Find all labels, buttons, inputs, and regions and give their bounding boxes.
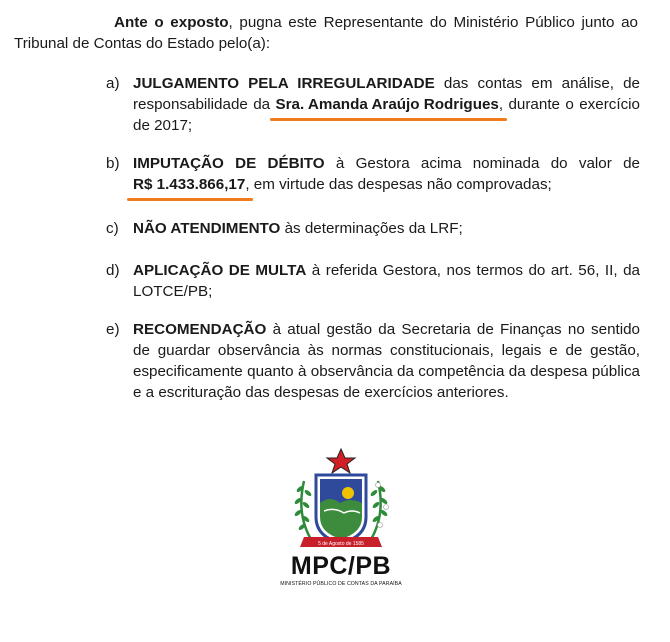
list-item-d (106, 260, 640, 302)
item-text: , durante o exercício de 2017; (133, 96, 640, 134)
sun-icon (342, 487, 354, 499)
item-heading: RECOMENDAÇÃO (133, 321, 267, 338)
coat-of-arms-emblem (278, 445, 404, 553)
logo-acronym: MPC/PB (290, 552, 392, 580)
item-letter: a) (106, 75, 120, 92)
item-text: , em virtude das despesas não comprovadas; (245, 176, 552, 193)
item-text: à atual gestão da Secretaria de Finanças no sentido de guardar observância às normas constitucionais, legais e de gestão, especificamente quanto à observância da competência da despesa pública e a escrituração das despesas de exercícios anteriores. (133, 321, 640, 401)
list-item-c (106, 218, 640, 239)
intro-paragraph (14, 12, 638, 54)
list-item-e (106, 319, 640, 403)
red-star-icon (327, 449, 355, 473)
item-letter: e) (106, 321, 120, 338)
intro-text: , pugna este Representante do Ministério Público junto ao Tribunal de Contas do Estado pelo(a): (14, 14, 638, 52)
item-letter: d) (106, 262, 120, 279)
item-letter: c) (106, 220, 119, 237)
ribbon-text: 5 de Agosto de 1585 (318, 541, 364, 547)
item-text: das contas em análise, de responsabilidade da (133, 75, 641, 113)
leaf-branch-left-icon (301, 481, 312, 541)
highlighted-name: Sra. Amanda Araújo Rodrigues (275, 96, 499, 113)
list-item-a (106, 73, 640, 136)
intro-bold: Ante o exposto (114, 14, 229, 31)
list-item-b (106, 153, 640, 195)
logo-full-name: MINISTÉRIO PÚBLICO DE CONTAS DA PARAÍBA (280, 581, 402, 587)
item-letter: b) (106, 155, 120, 172)
item-heading: NÃO ATENDIMENTO (133, 220, 281, 237)
item-heading: IMPUTAÇÃO DE DÉBITO (133, 155, 325, 172)
highlighted-amount: R$ 1.433.866,17 (133, 176, 246, 193)
leaf-branch-right-icon (370, 481, 381, 541)
item-heading: APLICAÇÃO DE MULTA (133, 262, 307, 279)
item-text: à Gestora acima nominada do valor de (324, 155, 640, 172)
item-text: à referida Gestora, nos termos do art. 56, II, da LOTCE/PB; (133, 262, 640, 300)
mpc-pb-logo (278, 445, 404, 593)
item-heading: JULGAMENTO PELA IRREGULARIDADE (133, 75, 435, 92)
item-text: às determinações da LRF; (280, 220, 463, 237)
